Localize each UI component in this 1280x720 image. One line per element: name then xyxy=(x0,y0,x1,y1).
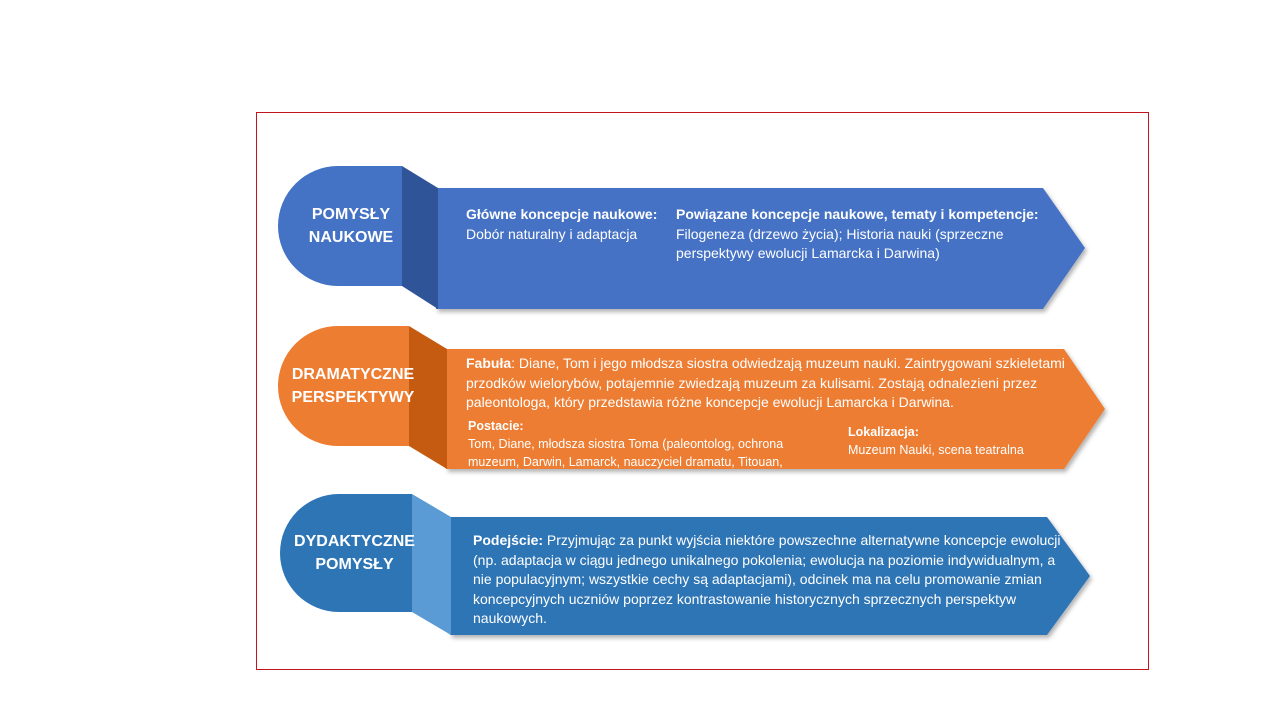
row1-main-concepts-label: Główne koncepcje naukowe: xyxy=(466,206,658,222)
row2-plot xyxy=(466,354,1078,414)
row2-characters-label: Postacie: xyxy=(468,419,524,433)
row3-approach-label: Podejście: xyxy=(473,532,544,548)
row2-location-text: Muzeum Nauki, scena teatralna xyxy=(848,443,1024,457)
row1-main-concepts-text: Dobór naturalny i adaptacja xyxy=(466,225,638,242)
row3-approach-text: Przyjmując za punkt wyjścia niektóre powszechne alternatywne koncepcje ewolucji (np. adaptacja w ciągu jednego unikalnego pokolenia; ewolucja na poziomie indywidualnym, a nie populacyjnym; wszystkie cechy są adaptacjami), odcinek ma na celu promowanie zmian koncepcyjnych uczniów poprzez kontrastowanie historycznych sprzecznych perspektyw naukowych. xyxy=(473,532,1061,626)
row1-related-concepts-text: Filogeneza (drzewo życia); Historia nauki (sprzeczne perspektywy ewolucji Lamarcka i Darwina) xyxy=(676,225,1004,261)
row2-pill-label: DRAMATYCZNE PERSPEKTYWY xyxy=(291,366,415,406)
row1-pill-label: POMYSŁY NAUKOWE xyxy=(308,206,394,246)
row3-pill-label: DYDAKTYCZNE POMYSŁY xyxy=(294,533,415,573)
row2-characters-text: Tom, Diane, młodsza siostra Toma (paleontolog, ochrona muzeum, Darwin, Lamarck, nauczyciel dramatu, Titouan, xyxy=(468,437,784,469)
row1-main-concepts xyxy=(466,205,666,244)
row2-location xyxy=(848,423,1063,459)
row3-approach xyxy=(473,531,1063,629)
row2-plot-label: Fabuła xyxy=(466,355,512,371)
row2-characters xyxy=(468,417,823,469)
row2-plot-text: : Diane, Tom i jego młodsza siostra odwiedzają muzeum nauki. Zaintrygowani szkieletami przodków wielorybów, potajemnie zwiedzają muzeum za kulisami. Zostają odnalezieni przez paleontologa, który przedstawia różne koncepcje ewolucji Lamarcka i Darwina. xyxy=(466,355,1065,410)
row1-related-concepts xyxy=(676,205,1051,264)
row2-location-label: Lokalizacja: xyxy=(848,425,919,439)
row1-related-concepts-label: Powiązane koncepcje naukowe, tematy i kompetencje: xyxy=(676,206,1039,222)
